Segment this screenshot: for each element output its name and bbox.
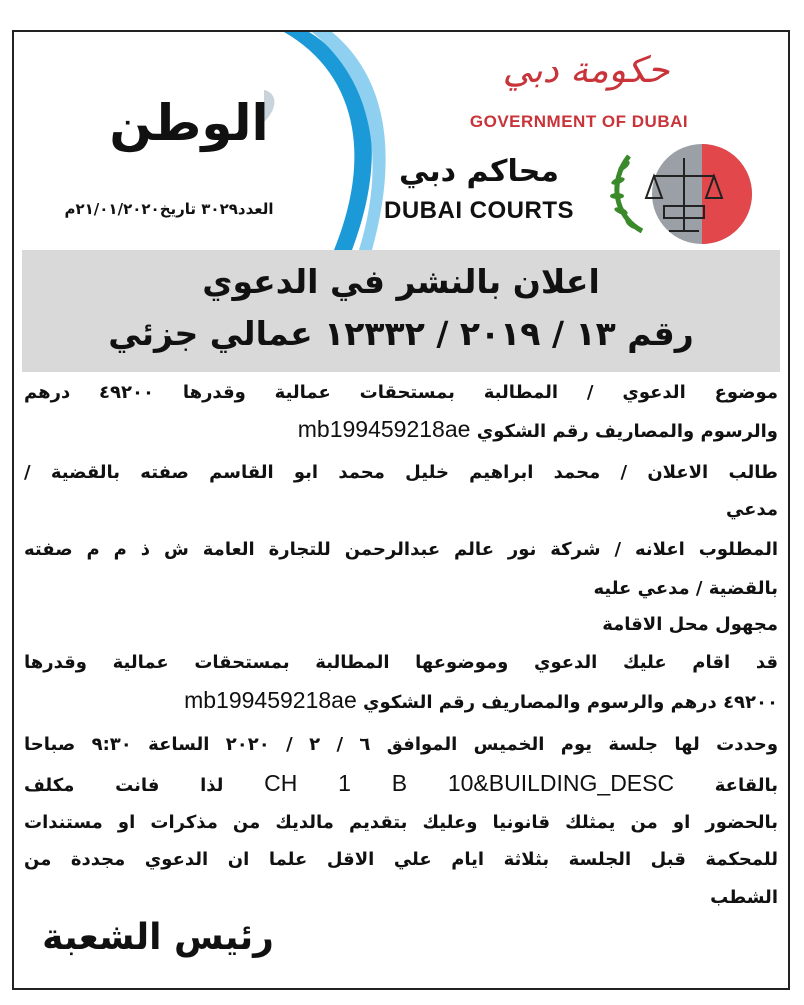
- body-line: موضوع الدعوي / المطالبة بمستحقات عمالية وقدرها ٤٩٢٠٠ درهم: [24, 382, 778, 403]
- announcement-title: اعلان بالنشر في الدعوي: [202, 262, 600, 301]
- government-of-dubai-arabic-logo: حكومة دبي: [502, 50, 670, 91]
- issue-date-line: العدد٣٠٢٩ تاريخ٢١/٠١/٢٠٢٠م: [64, 200, 274, 218]
- government-of-dubai-english: GOVERNMENT OF DUBAI: [469, 112, 689, 131]
- body-line: بالقضية / مدعي عليه: [593, 578, 778, 599]
- body-text: لذا فانت مكلف: [24, 775, 224, 796]
- body-line: [24, 416, 778, 443]
- body-line: طالب الاعلان / محمد ابراهيم خليل محمد ابو القاسم صفته بالقضية /: [24, 462, 778, 483]
- case-number-title: رقم ١٣ / ٢٠١٩ / ١٢٣٣٢ عمالي جزئي: [108, 314, 694, 353]
- dubai-courts-emblem-icon: [584, 136, 774, 246]
- dubai-courts-english: DUBAI COURTS: [384, 197, 574, 224]
- body-line: مجهول محل الاقامة: [602, 614, 778, 635]
- body-line: الشطب: [710, 887, 778, 908]
- header: [14, 32, 788, 250]
- body-line: قد اقام عليك الدعوي وموضوعها المطالبة بمستحقات عمالية وقدرها: [24, 652, 778, 673]
- hall-code: CH 1 B 10&BUILDING_DESC: [264, 770, 675, 796]
- dubai-courts-arabic: محاكم دبي: [399, 154, 559, 189]
- body-text: والرسوم والمصاريف رقم الشكوي: [476, 421, 778, 442]
- complaint-number: mb199459218ae: [297, 416, 471, 442]
- body-line: بالحضور او من يمثلك قانونيا وعليك بتقديم مالديك من مذكرات او مستندات: [24, 812, 778, 833]
- body-text: ٤٩٢٠٠ درهم والرسوم والمصاريف رقم الشكوي: [363, 692, 778, 713]
- body-line: المطلوب اعلانه / شركة نور عالم عبدالرحمن للتجارة العامة ش ذ م م صفته: [24, 539, 778, 560]
- body-line: للمحكمة قبل الجلسة بثلاثة ايام علي الاقل علما ان الدعوي مجددة من: [24, 849, 778, 870]
- body-line: وحددت لها جلسة يوم الخميس الموافق ٦ / ٢ / ٢٠٢٠ الساعة ٩:٣٠ صباحا: [24, 734, 779, 755]
- body-line: [24, 687, 778, 714]
- body-line: مدعي: [725, 499, 778, 520]
- advertisement-page: [12, 30, 790, 990]
- complaint-number: mb199459218ae: [184, 687, 357, 713]
- newspaper-name: الوطن: [109, 94, 269, 152]
- body-text: بالقاعة: [714, 775, 778, 796]
- body-line: [24, 770, 778, 797]
- signature-title: رئيس الشعبة: [42, 917, 274, 958]
- title-band: [22, 250, 780, 372]
